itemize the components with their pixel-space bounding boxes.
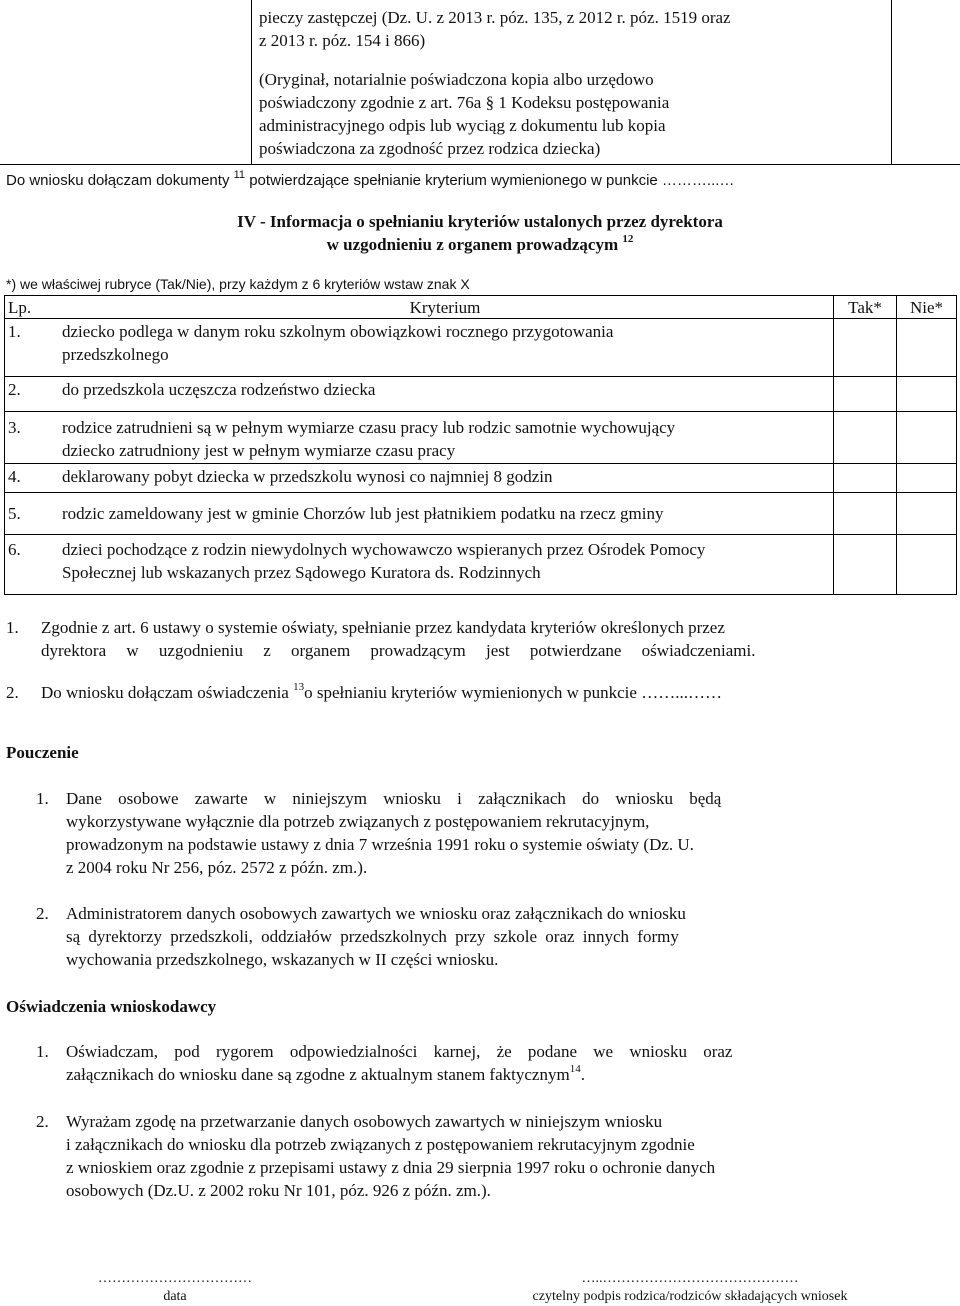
header-lp: Lp. [8,298,32,317]
header-criterion: Kryterium [409,298,481,317]
date-signature-block [40,1270,310,1306]
top-box-line: poświadczony zgodnie z art. 76a § 1 Kodeksu postępowania [259,93,670,112]
top-box-line: poświadczona za zgodność przez rodzica dziecka) [259,139,601,158]
row-number: 2. [8,380,21,399]
parent-signature-block [480,1270,900,1306]
section-title-line1: IV - Informacja o spełnianiu kryteriów ustalonych przez dyrektora [237,212,723,231]
row-number: 6. [8,540,21,559]
row-number: 5. [8,504,21,523]
item-number: 1. [36,1042,49,1061]
pouczenie-heading: Pouczenie [6,743,79,762]
top-box-line: (Oryginał, notarialnie poświadczona kopia albo urzędowo [259,70,654,89]
section-title-line2: w uzgodnieniu z organem prowadzącym $^{12}$ [326,233,634,254]
item-number: 1. [36,789,49,808]
row-criterion: rodzic zameldowany jest w gminie Chorzów lub jest płatnikiem podatku na rzecz gminy [62,504,664,523]
note-number: 1. [6,618,19,637]
item-text: Wyrażam zgodę na przetwarzanie danych osobowych zawartych w niniejszym wniosku i załącznikach do wniosku dla potrzeb związanych z postępowaniem rekrutacyjnym zgodnie z wnioskiem oraz zgodnie z przepisami ustawy z dnia 29 sierpnia 1997 roku o ochronie danych osobowych (Dz.U. z 2002 roku Nr 101, póz. 926 z późn. zm.). [66,1112,716,1200]
note-text: Do wniosku dołączam oświadczenia $^{13}$o spełnianiu kryteriów wymienionych w punkcie ……...…… [41,681,722,702]
top-box-line: pieczy zastępczej (Dz. U. z 2013 r. póz. 135, z 2012 r. póz. 1519 oraz [259,8,731,27]
note-text: Zgodnie z art. 6 ustawy o systemie oświaty, spełnianie przez kandydata kryteriów określonych przez dyrektora w uzgodnieniu z organem prowadzącym jest potwierdzane oświadczeniami. [41,618,756,660]
top-box-line: z 2013 r. póz. 154 i 866) [259,31,426,50]
note-number: 2. [6,683,19,702]
signature-label: czytelny podpis rodzica/rodziców składających wniosek [532,1289,848,1304]
instruction-text: *) we właściwej rubryce (Tak/Nie), przy każdym z 6 kryteriów wstaw znak X [6,276,470,292]
date-label: data [163,1289,187,1304]
row-criterion: rodzice zatrudnieni są w pełnym wymiarze czasu pracy lub rodzic samotnie wychowujący dziecko zatrudniony jest w pełnym wymiarze czasu pracy [62,418,676,460]
row-number: 1. [8,322,21,341]
row-criterion: do przedszkola uczęszcza rodzeństwo dziecka [62,380,376,399]
date-dots: …………………………… [98,1271,252,1286]
row-number: 4. [8,467,21,486]
item-number: 2. [36,904,49,923]
header-yes: Tak* [848,298,882,317]
item-text: Oświadczam, pod rygorem odpowiedzialności karnej, że podane we wniosku oraz załącznikach do wniosku dane są zgodne z aktualnym stanem faktycznym$^{14}$. [66,1042,733,1084]
row-criterion: dziecko podlega w danym roku szkolnym obowiązkowi rocznego przygotowania przedszkolnego [62,322,614,364]
header-no: Nie* [909,298,944,317]
item-text: Dane osobowe zawarte w niniejszym wniosku i załącznikach do wniosku będą wykorzystywane wyłącznie dla potrzeb związanych z postępowaniem rekrutacyjnym, prowadzonym na podstawie ustawy z dnia 7 września 1991 roku o systemie oświaty (Dz. U. z 2004 roku Nr 256, póz. 2572 z późn. zm.). [66,789,722,877]
row-criterion: dzieci pochodzące z rodzin niewydolnych wychowawczo wspieranych przez Ośrodek Pomocy Społecznej lub wskazanych przez Sądowego Kuratora ds. Rodzinnych [62,540,706,582]
item-number: 2. [36,1112,49,1131]
top-box-line: administracyjnego odpis lub wyciąg z dokumentu lub kopia [259,116,666,135]
row-criterion: deklarowany pobyt dziecka w przedszkolu wynosi co najmniej 8 godzin [62,467,553,486]
item-text: Administratorem danych osobowych zawartych we wniosku oraz załącznikach do wniosku są dyrektorzy przedszkoli, oddziałów przedszkolnych przy szkole oraz innych formy wychowania przedszkolnego, wskazanych w II części wniosku. [66,904,686,969]
row-number: 3. [8,418,21,437]
attachment-line: Do wniosku dołączam dokumenty $^{11}$ potwierdzające spełnianie kryterium wymienionego w punkcie ………...… [6,169,735,189]
oswiadczenia-heading: Oświadczenia wnioskodawcy [6,997,217,1016]
signature-dots: …..…………………………………… [581,1271,799,1286]
